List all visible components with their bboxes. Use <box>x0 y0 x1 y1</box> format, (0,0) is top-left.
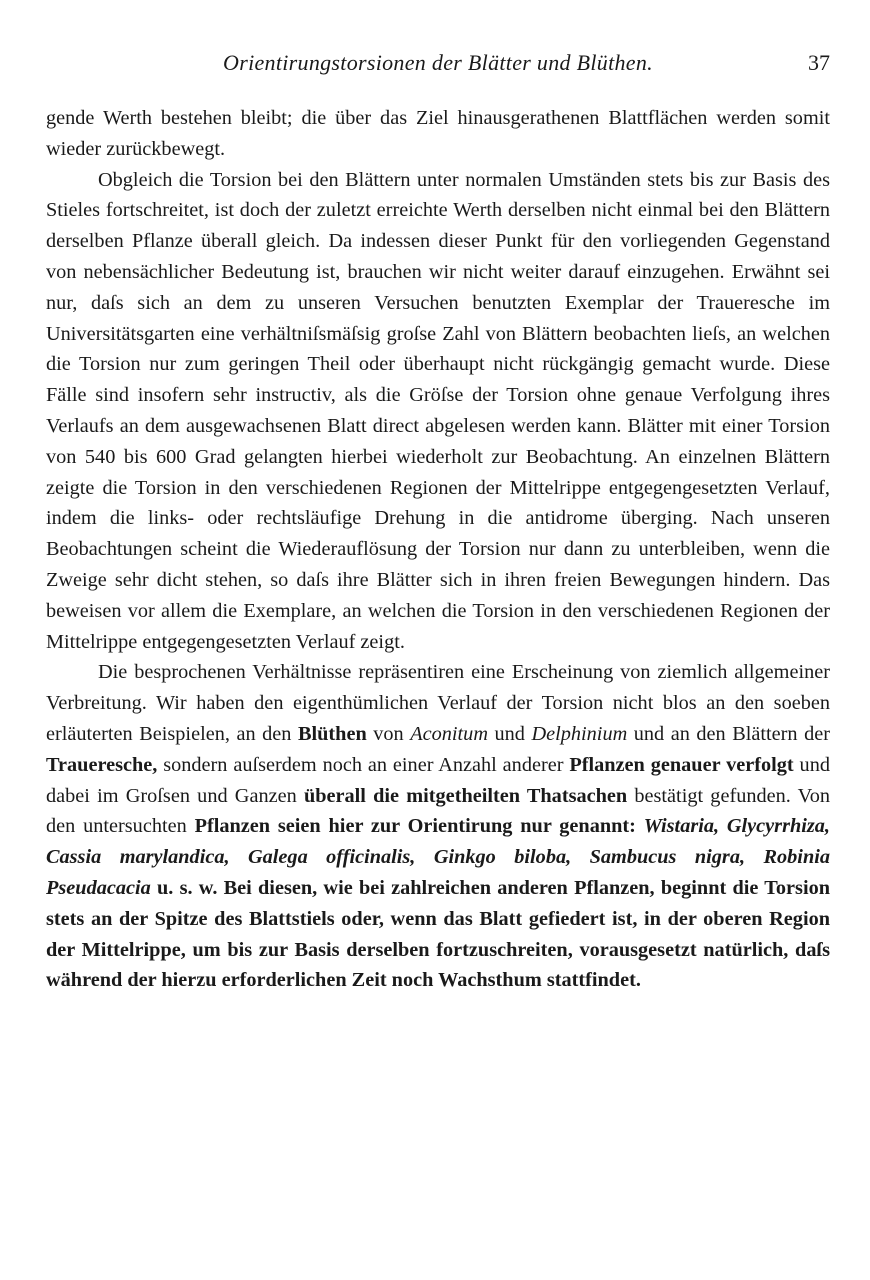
running-title: Orientirungstorsionen der Blätter und Blüthen. <box>223 50 653 75</box>
text-run: Pflanzen seien hier zur Orientirung nur genannt: <box>194 815 636 838</box>
text-run: überall die mitgetheilten Thatsachen <box>303 784 628 807</box>
paragraph <box>46 103 830 165</box>
text-run: und <box>487 722 532 745</box>
text-run: Obgleich die Torsion bei den Blättern unter normalen Umständen stets bis zur Basis des Stieles fortschreitet, ist doch der zuletzt erreichte Werth derselben nicht einmal bei den Blättern derselben Pflanze überall gleich. Da indessen dieser Punkt für den vorliegenden Gegenstand von nebensächlicher Bedeutung ist, brauchen wir nicht weiter darauf einzugehen. Erwähnt sei nur, daſs sich an dem zu unseren Versuchen benutzten Exemplar der Traueresche im Universitätsgarten eine verhältniſsmäſsig groſse Zahl von Blättern beobachten lieſs, an welchen die Torsion nur zum geringen Theil oder überhaupt nicht rückgängig gemacht wurde. Diese Fälle sind insofern sehr instructiv, als die Gröſse der Torsion ohne genaue Verfolgung ihres Verlaufs an dem ausgewachsenen Blatt direct abgelesen werden kann. Blätter mit einer Torsion von 540 bis 600 Grad gelangten hierbei wiederholt zur Beobachtung. An einzelnen Blättern zeigte die Torsion in den verschiedenen Regionen der Mittelrippe entgegengesetzten Verlauf, indem die links- oder rechtsläufige Drehung in die antidrome überging. Nach unseren Beobachtungen scheint die Wiederauflösung der Torsion nur dann zu unterbleiben, wenn die Zweige sehr dicht stehen, so daſs ihre Blätter sich in ihren freien Bewegungen hindern. Das beweisen vor allem die Exemplare, an welchen die Torsion in den verschiedenen Regionen der Mittelrippe entgegengesetzten Verlauf zeigt. <box>46 168 830 653</box>
page-header <box>46 50 830 84</box>
text-run: Traueresche, <box>46 753 158 776</box>
text-run: Aconitum <box>410 722 488 745</box>
text-run: u. s. w. Bei diesen, wie bei zahlreichen anderen Pflanzen, beginnt die Torsion stets an der Spitze des Blattstiels oder, wenn das Blatt gefiedert ist, in der oberen Region der Mittelrippe, um bis zur Basis derselben fortzuschreiten, vorausgesetzt natürlich, daſs während der hierzu erforderlichen Zeit noch Wachsthum stattfindet. <box>46 876 831 992</box>
text-run <box>636 815 644 837</box>
text-run: Pflanzen genauer verfolgt <box>569 753 794 776</box>
text-run: Wistaria, Glycyrrhiza, Cassia marylandica, Galega officinalis, Ginkgo biloba, Sambucus nigra, Robinia Pseudacacia <box>46 815 830 899</box>
text-run: und dabei im Groſsen und Ganzen <box>46 753 830 807</box>
page-number: 37 <box>808 50 830 75</box>
text-run: Delphinium <box>531 722 628 745</box>
body-text <box>46 103 830 996</box>
text-run: gende Werth bestehen bleibt; die über das Ziel hinausgerathenen Blattflächen werden somit wieder zurückbewegt. <box>46 107 830 160</box>
paragraph <box>46 657 830 996</box>
text-run: sondern auſserdem noch an einer Anzahl anderer <box>157 753 570 776</box>
text-run: bestätigt gefunden. Von den untersuchten <box>46 784 830 838</box>
paragraph <box>46 165 830 658</box>
text-run: Blüthen <box>297 722 367 745</box>
text-run: und an den Blättern der <box>627 722 830 745</box>
text-run: Die besprochenen Verhältnisse repräsentiren eine Erscheinung von ziemlich allgemeiner Verbreitung. Wir haben den eigenthümlichen Verlauf der Torsion nicht blos an den soeben erläuterten Beispielen, an den <box>46 661 830 745</box>
text-run: von <box>366 722 411 745</box>
